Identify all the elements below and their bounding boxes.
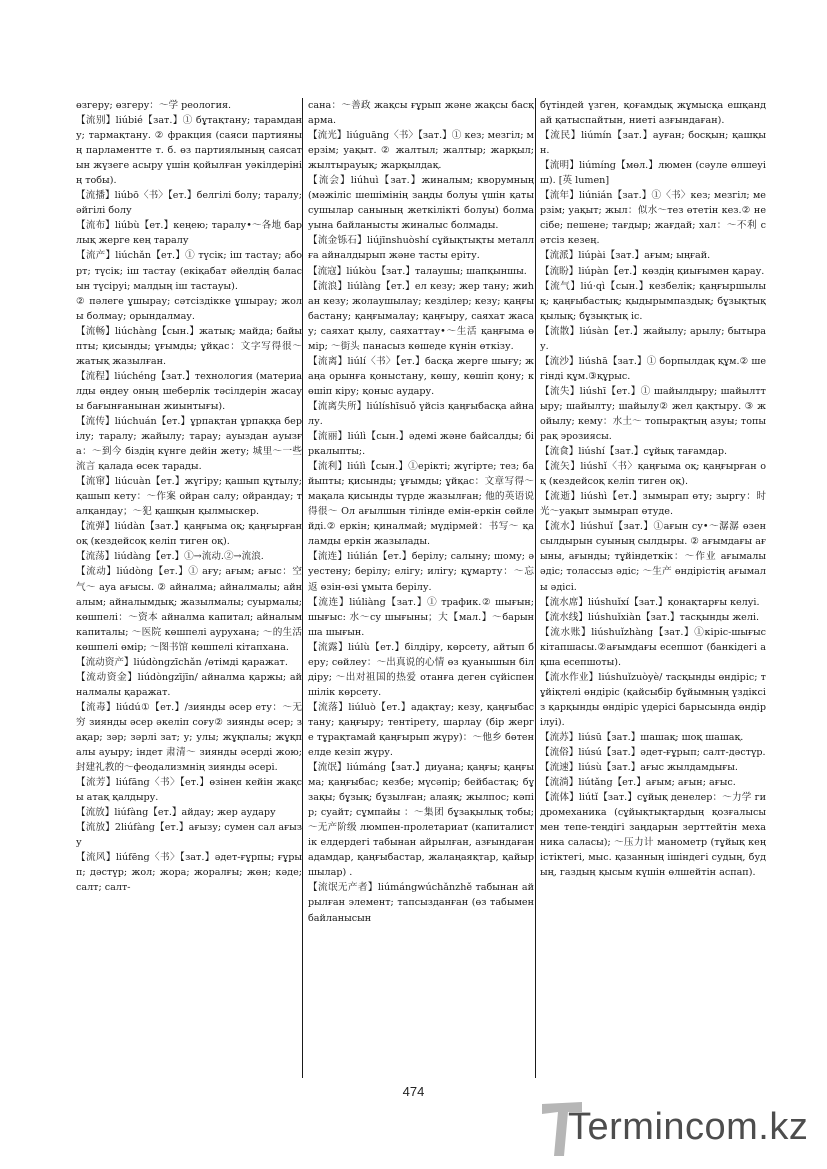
dictionary-entry: 【流氓】liúmáng【зат.】диуана; қаңғы; қаңғыма; қаңғыбас; кезбе; мүсәпір; бейбастақ; бұзақы; бұзық; бұзылған; алаяқ; жылпос; кәпір; суайт; сұмпайы ：～集团 бұзақылық тобы; ～无产阶级 люмпен-пролетариат (капиталистік елдердегі табынан айрылған, азғындаған адамдар, қаңғыбастар, жалаңаяқтар, қайыршылар) . (308, 762, 534, 879)
dictionary-entry: 【流窜】liúcuàn【ет.】жүгіру; қашып құтылу; қашып кету：～作案 ойран салу; ойрандау; талқандау；～犯 қашқын қылмыскер. (76, 476, 302, 518)
dictionary-entry: 【流光】liúguāng〈书〉【зат.】① кез; мезгіл; мерзім; уақыт. ② жалтыл; жалтыр; жарқыл; жылтырауық; жарқылдақ. (308, 130, 534, 172)
dictionary-entry: 【流放】liúfàng【ет.】айдау; жер аудару (76, 807, 276, 819)
dictionary-entry: 【流水】liúshuǐ【зат.】①ағын су•～潺潺 өзен сылдырын суының сылдыры. ② ағымдағы ағыны, ағынды; тұйіндеткік：～作业 ағымалы әдіс; толассыз әдіс; ～生产 өндірістің ағымалы әдісі. (540, 521, 766, 593)
right-column (540, 98, 766, 1078)
dictionary-entry: 【流寇】liúkòu【зат.】талаушы; шапқыншы. (308, 265, 527, 277)
dictionary-entry: 【流离】liúlí〈书〉【ет.】басқа жерге шығу; жаңа орынға қоныстану, көшу, көшіп қону; көшіп кіру; қоныс аудару. (308, 355, 534, 397)
dictionary-entry: 【流丽】liúlì【сын.】әдемі және байсалды; біркалыпты;. (308, 431, 534, 458)
dictionary-entry: 【流弹】liúdàn【зат.】қаңғыма оқ; қаңғырған оқ (кездейсоқ келіп тиген оқ). (76, 521, 302, 548)
dictionary-entry: 【流离失所】liúlíshīsuǒ үйсіз қаңғыбасқа айналу. (308, 400, 534, 427)
dictionary-entry: 【流利】liúlì【сын.】①ерікті; жүгірте; тез; байыпты; қисынды; ұғымды; ұйқас：文章写得～ мақала қисынды түрде жазылған; 他的英语说得很～ Ол ағылшын тілінде емін-еркін сөйлейді.② еркін; қиналмай; мүдірмей：书写～ қаламды еркін жазылады. (308, 461, 534, 548)
dictionary-entry: 【流连】liúlián【ет.】берілу; салыну; шому; әуестену; берілу; елігу; илігу; құмарту：～忘返 өзін-өзі ұмыта берілу. (308, 551, 534, 593)
page-number: 474 (402, 1084, 425, 1099)
dictionary-entry: сана：～善政 жақсы ғұрып және жақсы басқарма. (308, 100, 534, 127)
dictionary-entry: 【流水作业】liúshuǐzuòyè/ тасқынды өндіріс; тұйіқтелі өндіріс (қайсыбір бұйымның үздіксіз қарқынды өндіріс үдерісі барысында өндірілуі). (540, 671, 766, 728)
dictionary-entry: 【流放】2liúfàng【ет.】ағызу; сумен сал ағызу (76, 822, 302, 849)
dictionary-entry: 【流金铄石】liújīnshuòshí сұйықтықты металлға айналдырып және тасты еріту. (308, 235, 534, 262)
dictionary-entry: 【流年】liúnián【зат.】①〈书〉кез; мезгіл; мерзім; уақыт; жыл：似水～тез өтетін кез.② несібе; пешене; тағдыр; жағдай; хал：～不利 сәтсіз кезең. (540, 190, 766, 247)
dictionary-entry: 【流动资产】liúdòngzīchǎn /өтімді қаражат. (76, 656, 288, 668)
dictionary-entry: 【流氓无产者】liúmángwúchǎnzhě табынан айрылған элемент; тапсызданған (өз табымен байланысын (308, 882, 534, 924)
dictionary-entry: 【流明】liúmíng【мөл.】люмен (сәуле өлшеуіш). [英 lumen] (540, 160, 766, 187)
dictionary-entry: 【流露】liúlù【ет.】білдіру, көрсету, айтып беру; сөйлеу：～出真说的心情 өз қуанышын білдіру; ～出对祖国的热爱 отанға деген сүйіспеншілік көрсету. (308, 641, 534, 698)
dictionary-entry: 【流浪】liúlàng【ет.】ел кезу; жер тану; жиһан кезу; жолаушылау; кезділер; кезу; қаңғыбастану; қаңғымалау; қаңғыру, саяхат жасау; саяхат қылу, саяхаттау•～生活 қаңғыма өмір; ～街头 панасыз көшеде күнін өткізу. (308, 280, 534, 352)
dictionary-entry: 【流毒】liúdú①【ет.】/зиянды әсер ету：～无穷 зиянды әсер әкеліп соғу② зиянды әсер; зақар; зәр; зәрлі зат; у; улы; жұқпалы; жұқпалы ауыру; індет 肃清～ зиянды әсерді жою; 封建礼教的～феодализмнің зиянды әсері. (76, 701, 302, 774)
dictionary-entry: 【流失】liúshī【ет.】① шайылдыру; шайылттыру; шайылту; шайылу② жел қақтыру. ③ жойылу; кему：水土～ топырақтың азуы; топырақ эрозиясы. (540, 385, 766, 443)
watermark-logo (538, 1098, 820, 1160)
dictionary-entry: 【流布】liúbù【ет.】кеңею; таралу•～各地 барлық жерге кең таралу (76, 220, 302, 247)
dictionary-entry: 【流别】liúbié【зат.】① бұтақтану; тарамдану; тармақтану. ② фракция (саяси партияның парламентте т. б. өз партиялының саясатын жүзеге асыру үшін қойылған уәкілдерінің тобы). (76, 115, 302, 187)
dictionary-entry: 【流气】liú·qì【сын.】кезбелік; қаңғыршылық; қаңғыбастық; қыдырымпаздық; бұзықтық қылық; бұзықтық іс. (540, 280, 766, 322)
dictionary-entry: 【流民】liúmín【зат.】ауған; босқын; қашқын. (540, 130, 766, 157)
dictionary-entry: 【流逝】liúshì【ет.】зымырап өту; зыргу：时光～уақыт зымырап өтуде. (540, 491, 766, 518)
dictionary-entry: 【流落】liúluò【ет.】адақтау; кезу, қаңғыбастану; қаңғыру; тентірету, шарлау (бір жерге тұрақтамай қаңғырып жүру)：～他乡 бөтен елде кезіп жүру. (308, 701, 534, 759)
dictionary-entry: 【流风】liúfēng〈书〉【зат.】әдет-ғұрпы; ғұрып; дәстүр; жол; жора; жоралғы; жөн; кәде; салт; салт- (76, 852, 302, 894)
dictionary-entry: 【流动】liúdòng【ет.】① ағу; ағым; ағыс：空气～ ауа ағысы. ② айналма; айналмалы; айналым; айналымдық; жазылмалы; суырмалы; көшпелі：～资本 айналма капитал; айналым капиталы; ～医院 көшпелі аурухана; ～的生活 көшпелі өмір; ～图书馆 көшпелі кітапхана. (76, 566, 302, 653)
dictionary-entry: 【流食】liúshí【зат.】сұйық тағамдар. (540, 446, 728, 458)
dictionary-entry: 【流水线】liúshuǐxiàn【зат.】тасқынды желі. (540, 611, 760, 623)
column-rule-right (535, 98, 536, 1078)
dictionary-entry: 【流盼】liúpàn【ет.】көздің қиығымен қарау. (540, 265, 765, 277)
middle-column (308, 98, 534, 1078)
dictionary-entry: 【流荡】liúdàng【ет.】①→流动.②→流浪. (76, 551, 264, 563)
dictionary-entry: 【流淌】liútǎng【ет.】ағым; ағын; ағыс. (540, 777, 736, 789)
dictionary-entry: 【流散】liúsàn【ет.】жайылу; арылу; бытырау. (540, 325, 766, 352)
dictionary-entry: 【流苏】liúsū【зат.】шашақ; шоқ шашақ. (540, 731, 744, 743)
watermark-text: Termincom.kz (568, 1106, 809, 1148)
dictionary-entry: 【流沙】liúshā【зат.】① борпылдақ құм.② шегінді құм.③құрыс. (540, 355, 766, 382)
dictionary-entry: 【流连】liúliàng【зат.】① трафик.② шығын; шығыс: 水～су шығыны；大【мал.】～барынша шығын. (308, 596, 534, 638)
dictionary-entry: 【流传】liúchuán【ет.】ұрпақтан ұрпаққа берілу; таралу; жайылу; тарау; ауыздан ауызға：～到今 біздің күнге дейін жету; 城里～一些流言 қалада өсек тарады. (76, 415, 302, 473)
dictionary-entry: 【流速】liúsù【зат.】ағыс жылдамдығы. (540, 762, 738, 774)
dictionary-entry: бүтіндей үзген, қоғамдық жұмысқа ешқандай қатыспайтын, ниеті азғындаған). (540, 100, 766, 127)
dictionary-entry: 【流俗】liúsú【зат.】әдет-ғұрып; салт-дәстүр. (540, 747, 766, 759)
dictionary-entry: 【流体】liútǐ【зат.】сұйық денелер：～力学 гидромеханика (сұйықтықтардың қозғалысы мен тепе-теңдігі заңдарын зерттейтін механика саласы); ～压力计 манометр (тұйық кеңістіктегі, мыс. қазанның ішіндегі судың, будың, газдың қысым күшін өлшейтін аспап). (540, 792, 766, 879)
dictionary-entry: 【流动资金】liúdòngzījīn/ айналма қаржы; айналмалы қаражат. (76, 671, 302, 698)
dictionary-entry: ② пәлеге ұшырау; сәтсіздікке ұшырау; жолы болмау; орындалмау. (76, 295, 302, 322)
dictionary-entry: 【流矢】liúshǐ〈书〉қаңғыма оқ; қаңғырған оқ (кездейсоқ келіп тиген оқ). (540, 461, 766, 488)
dictionary-entry: 【流程】liúchéng【зат.】технология (материалды өңдеу оның шеберлік тәсілдерін жасауы бағынғанынан жиынтығы). (76, 370, 302, 412)
dictionary-entry: өзгеру; өзгеру：～学 реология. (76, 100, 232, 111)
dictionary-entry: 【流水账】liúshuǐzhàng【зат.】①кіріс-шығыс кітапшасы.②ағымдағы есепшот (банкідегі ақша есепшоты). (540, 626, 766, 668)
dictionary-entry: 【流播】liúbō〈书〉【ет.】белгілі болу; таралу; әйгілі болу (76, 190, 302, 217)
dictionary-entry: 【流畅】liúchàng【сын.】жатық; майда; байыпты; қисынды; ұғымды; ұйқас：文字写得很～жатық жазылған. (76, 325, 302, 367)
column-rule-left (302, 98, 303, 1078)
dictionary-entry: 【流会】liúhuì【зат.】жиналым; кворумның (мәжіліс шешімінің заңды болуы үшін қатысушылар санының жеткілікті болуы) болмауына байланысты жиналыс болмады. (308, 175, 534, 232)
left-column (76, 98, 302, 1078)
dictionary-entry: 【流派】liúpài【зат.】ағым; ыңғай. (540, 250, 711, 262)
dictionary-entry: 【流水席】liúshuǐxí【зат.】қонақтарғы келуі. (540, 596, 760, 608)
dictionary-entry: 【流芳】liúfāng〈书〉【ет.】өзінен кейін жақсы атақ қалдыру. (76, 777, 302, 804)
dictionary-entry: 【流产】liúchǎn【ет.】① түсік; іш тастау; аборт; түсік; іш тастау (екіқабат әйелдің баласын түсіруі; малдың іш тастауы). (76, 250, 302, 292)
